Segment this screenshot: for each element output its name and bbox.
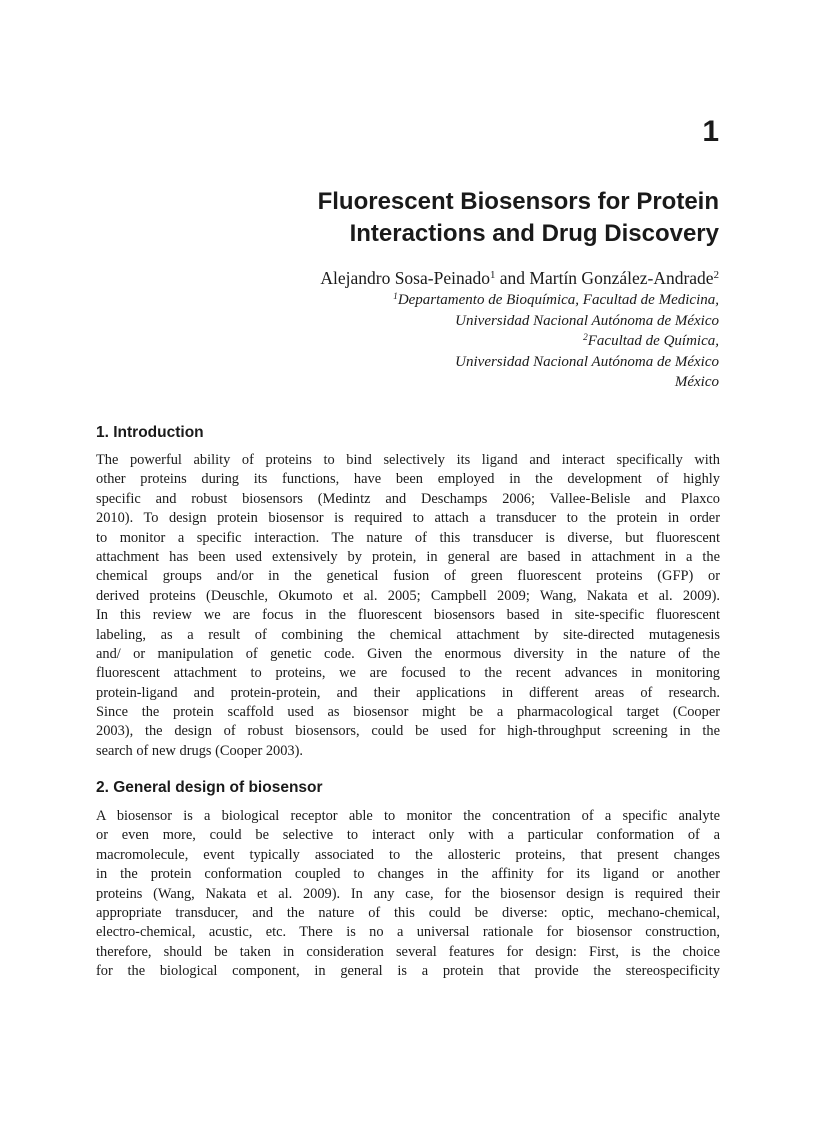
text-line: A biosensor is a biological receptor able to monitor the concentration of a specific analyte xyxy=(96,808,720,824)
section-heading: 2. General design of biosensor xyxy=(96,779,323,796)
chapter-title xyxy=(159,186,719,250)
text-line: or even more, could be selective to interact only with a particular conformation of a xyxy=(96,827,720,844)
text-line: to monitor a specific interaction. The nature of this transducer is diverse, but fluorescent xyxy=(96,529,720,546)
text-line: attachment has been used extensively by protein, in general are based in attachment in a the xyxy=(96,548,720,565)
author-name: Martín González-Andrade xyxy=(529,268,714,288)
affiliation-line xyxy=(393,290,719,311)
text-line: for the biological component, in general is a protein that provide the stereospecificity xyxy=(96,963,720,980)
author-name: Alejandro Sosa-Peinado xyxy=(320,268,490,288)
section-paragraph xyxy=(96,807,720,982)
affiliation-line xyxy=(393,331,719,352)
text-line: derived proteins (Deuschle, Okumoto et al. 2005; Campbell 2009; Wang, Nakata et al. 2009). xyxy=(96,587,720,604)
section-paragraph xyxy=(96,451,720,761)
text-line: in the protein conformation coupled to changes in the affinity for its ligand or another xyxy=(96,866,720,883)
text-line: specific and robust biosensors (Medintz and Deschamps 2006; Vallee-Belisle and Plaxco xyxy=(96,490,720,507)
text-line: The powerful ability of proteins to bind selectively its ligand and interact specifically with xyxy=(96,452,720,468)
text-line: electro-chemical, acustic, etc. There is no a universal rationale for biosensor construction, xyxy=(96,924,720,941)
text-line: proteins (Wang, Nakata et al. 2009). In any case, for the biosensor design is required their xyxy=(96,885,720,902)
affiliations xyxy=(393,290,719,393)
author-connector: and xyxy=(495,268,530,288)
text-line: labeling, as a result of combining the chemical attachment by site-directed mutagenesis xyxy=(96,626,720,643)
text-line: In this review we are focus in the fluorescent biosensors based in site-specific fluorescent xyxy=(96,607,720,624)
affiliation-line: Universidad Nacional Autónoma de México xyxy=(455,312,719,329)
affiliation-text: Facultad de Química, xyxy=(587,333,719,349)
text-line: 2003), the design of robust biosensors, could be used for high-throughput screening in the xyxy=(96,723,720,740)
text-line: chemical groups and/or in the genetical fusion of green fluorescent proteins (GFP) or xyxy=(96,568,720,585)
affiliation-line: Universidad Nacional Autónoma de México xyxy=(455,353,719,370)
affiliation-marker: 1 xyxy=(393,291,398,302)
text-line: Since the protein scaffold used as biosensor might be a pharmacological target (Cooper xyxy=(96,704,720,721)
text-line: fluorescent attachment to proteins, we are focused to the recent advances in monitoring xyxy=(96,665,720,682)
text-line: other proteins during its functions, have been employed in the development of highly xyxy=(96,471,720,488)
chapter-title-line: Interactions and Drug Discovery xyxy=(349,220,719,247)
text-line: appropriate transducer, and the nature of this could be diverse: optic, mechano-chemical, xyxy=(96,904,720,921)
text-line: and/ or manipulation of genetic code. Given the enormous diversity in the nature of the xyxy=(96,645,720,662)
text-line: macromolecule, event typically associated to the allosteric proteins, that present changes xyxy=(96,846,720,863)
affiliation-marker: 2 xyxy=(583,332,588,343)
text-line: therefore, should be taken in consideration several features for design: First, is the choice xyxy=(96,943,720,960)
chapter-title-line: Fluorescent Biosensors for Protein xyxy=(317,188,719,215)
chapter-number: 1 xyxy=(702,115,719,148)
text-line: 2010). To design protein biosensor is required to attach a transducer to the protein in order xyxy=(96,510,720,527)
author-line xyxy=(320,266,719,290)
text-line: search of new drugs (Cooper 2003). xyxy=(96,742,304,759)
affiliation-marker: 1 xyxy=(489,269,496,282)
affiliation-line: México xyxy=(674,374,719,390)
section-heading: 1. Introduction xyxy=(96,424,204,441)
affiliation-marker: 2 xyxy=(713,269,719,282)
affiliation-text: Departamento de Bioquímica, Facultad de Medicina, xyxy=(397,292,719,308)
text-line: protein-ligand and protein-protein, and their applications in different areas of research. xyxy=(96,684,720,701)
